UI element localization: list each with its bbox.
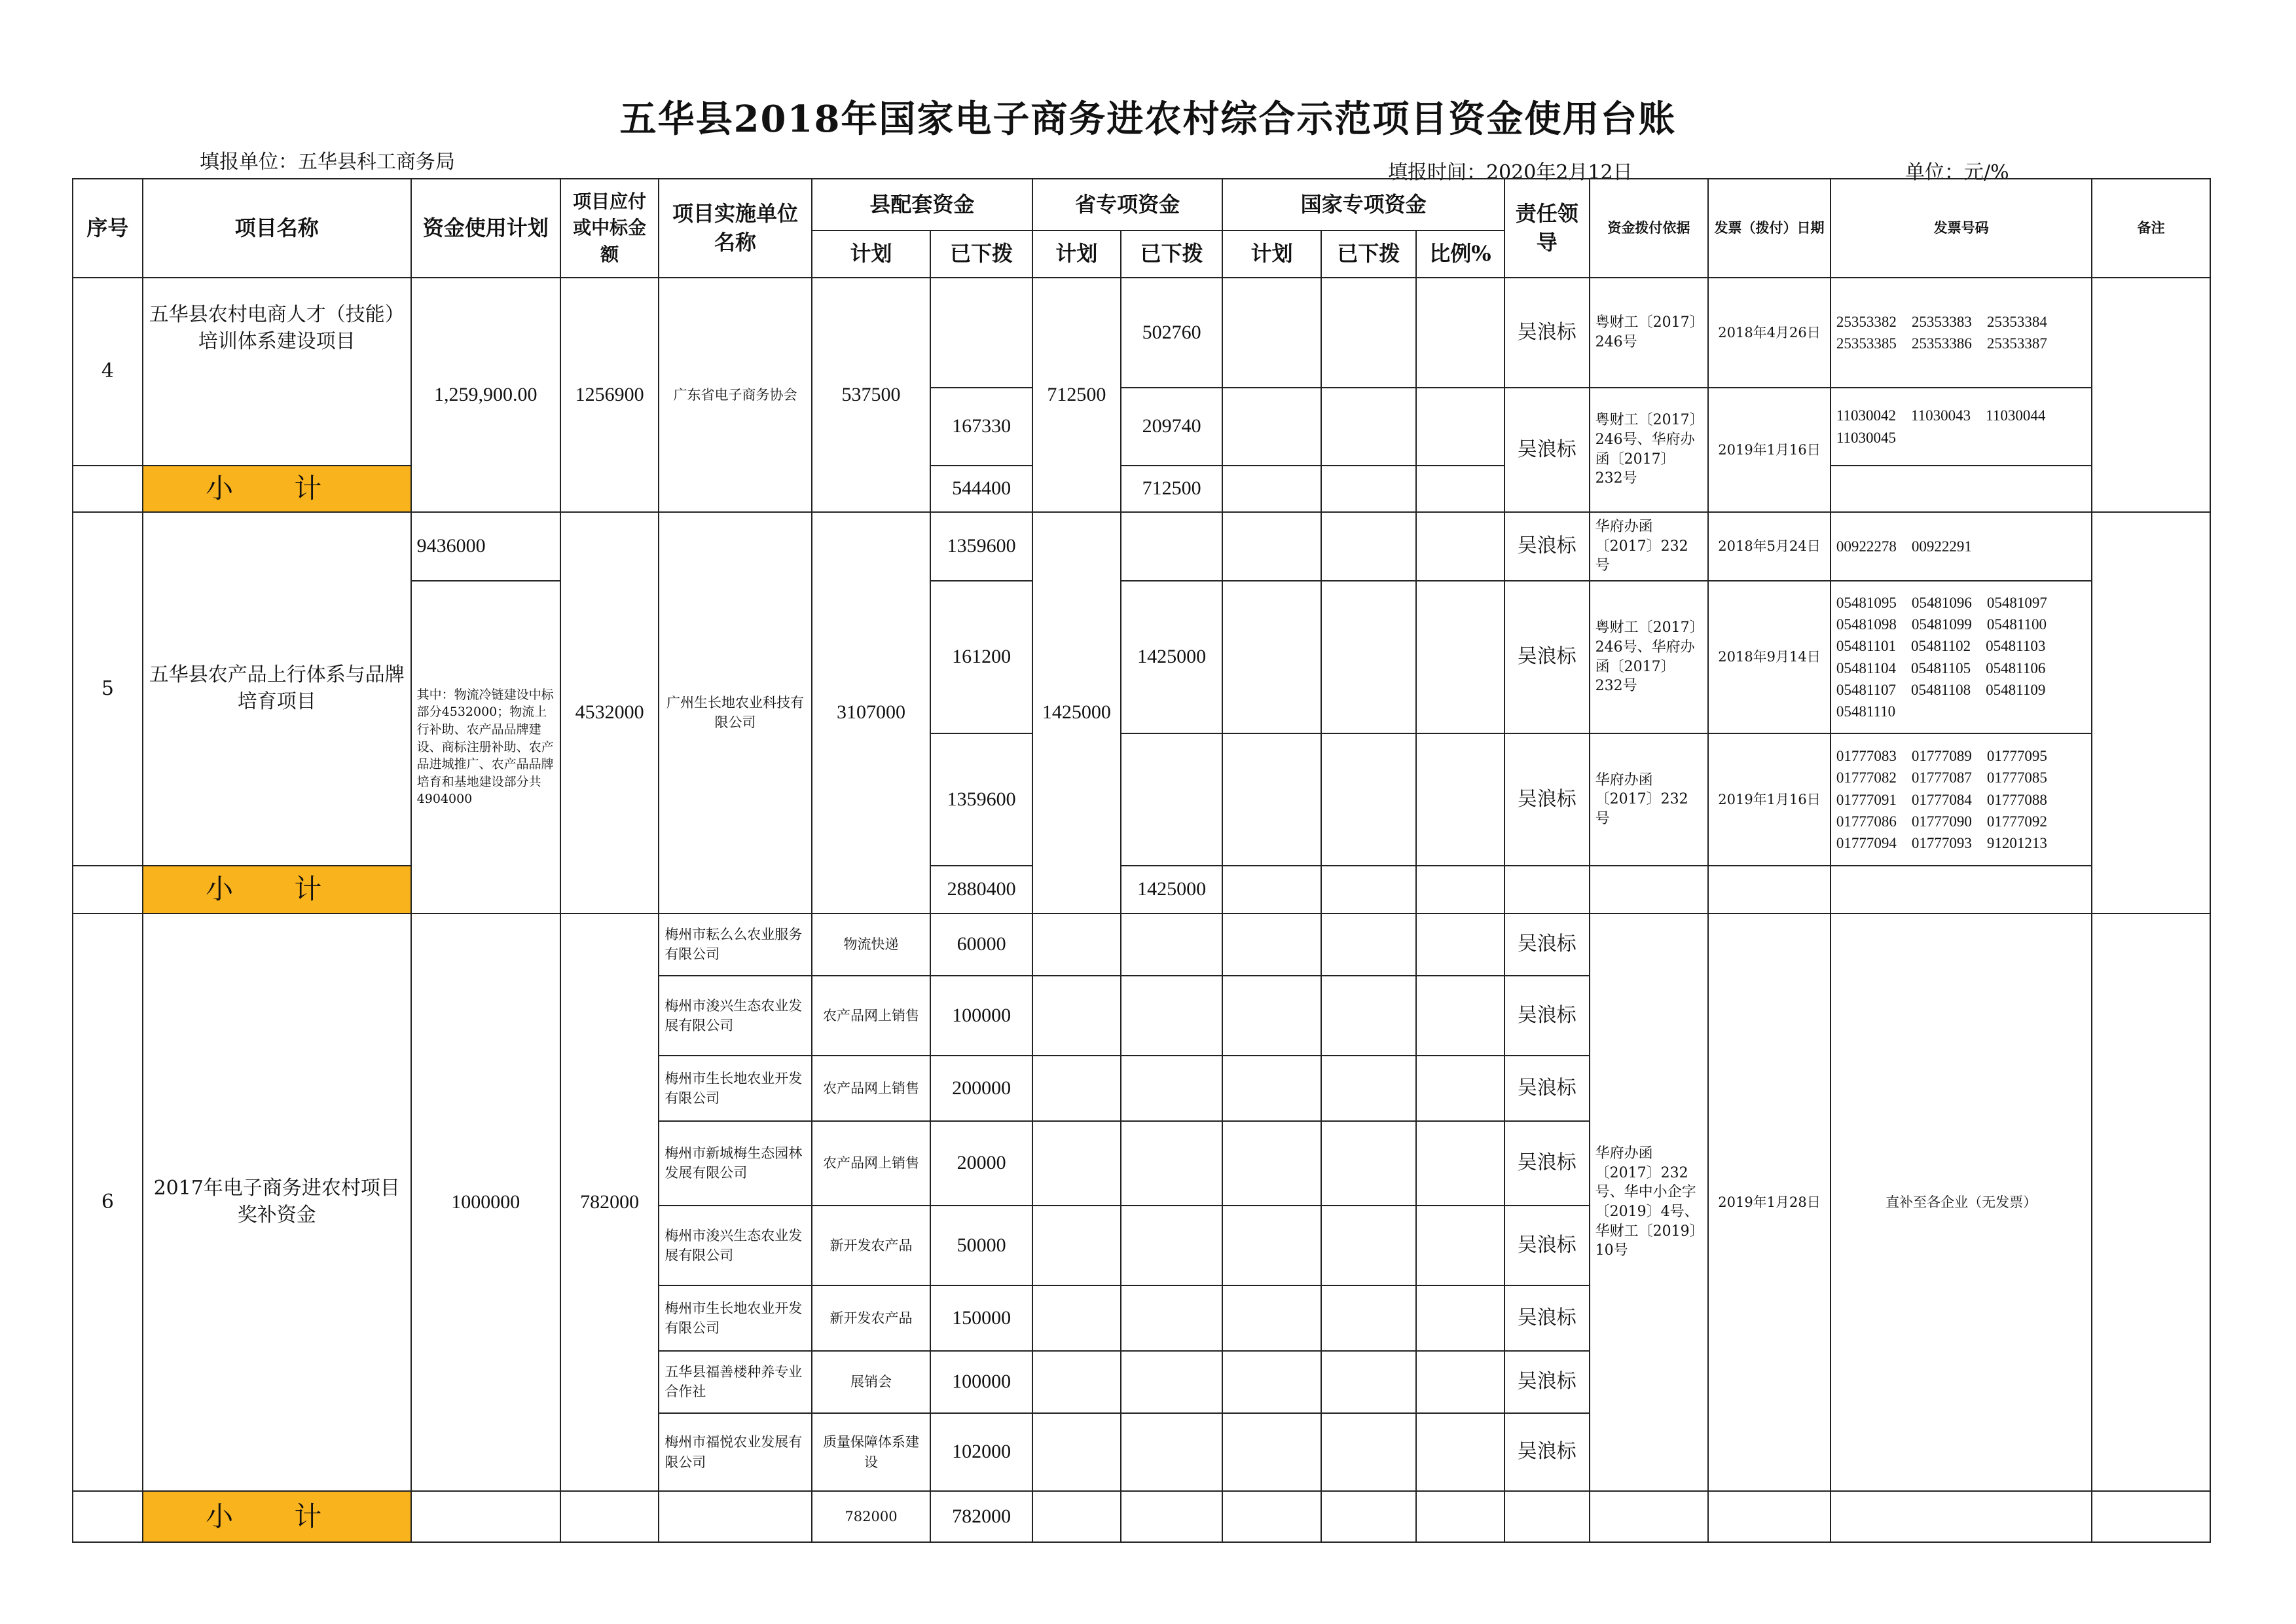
project-4-province-issued: 502760	[1121, 278, 1223, 388]
project-6-amount: 50000	[930, 1206, 1032, 1285]
project-6-date: 2019年1月28日	[1708, 913, 1831, 1491]
project-6-bid: 782000	[560, 913, 659, 1491]
header-invoice-date: 发票（拨付）日期	[1708, 179, 1831, 278]
project-6-amount: 100000	[930, 976, 1032, 1056]
header-bid-amount: 项目应付或中标金额	[560, 179, 659, 278]
project-5-province-plan: 1425000	[1032, 512, 1121, 913]
project-6-leader: 吴浪标	[1504, 1206, 1590, 1285]
report-date: 填报时间：2020年2月12日	[1388, 161, 1633, 184]
reporting-unit: 填报单位：五华县科工商务局	[200, 151, 455, 174]
header-county-fund: 县配套资金	[812, 179, 1032, 231]
project-6-category: 新开发农产品	[812, 1206, 931, 1285]
project-5-county-issued: 1359600	[930, 512, 1032, 581]
project-5-province-issued	[1121, 733, 1223, 866]
project-5-county-plan: 3107000	[812, 512, 931, 913]
project-4-invoices: 25353382 25353383 25353384 25353385 25353386 25353387	[1831, 278, 2092, 388]
project-5-leader: 吴浪标	[1504, 581, 1590, 733]
project-4-province-plan: 712500	[1032, 278, 1121, 511]
subtotal-row	[73, 466, 2210, 511]
project-6-company: 梅州市生长地农业开发有限公司	[659, 1056, 811, 1120]
project-4-date: 2019年1月16日	[1708, 388, 1831, 512]
header-national-ratio: 比例%	[1416, 231, 1504, 278]
project-6-company: 梅州市生长地农业开发有限公司	[659, 1285, 811, 1350]
project-5-invoices: 00922278 00922291	[1831, 512, 2092, 581]
project-6-category: 新开发农产品	[812, 1285, 931, 1350]
currency-unit: 单位：元/%	[1905, 161, 2009, 184]
project-5-county-issued: 161200	[930, 581, 1032, 733]
project-6-category: 农产品网上销售	[812, 976, 931, 1056]
project-5-county-issued: 1359600	[930, 733, 1032, 866]
project-5-date: 2019年1月16日	[1708, 733, 1831, 866]
header-basis: 资金拨付依据	[1590, 179, 1709, 278]
project-4-basis: 粤财工〔2017〕246号	[1590, 278, 1709, 388]
table-row	[73, 512, 2210, 581]
fund-ledger-table	[72, 178, 2211, 1543]
project-4-bid: 1256900	[560, 278, 659, 511]
subtotal-row	[73, 1491, 2210, 1542]
project-5-subtotal-province: 1425000	[1121, 866, 1223, 913]
project-5-subtotal-county: 2880400	[930, 866, 1032, 913]
table-row	[73, 278, 2210, 388]
project-6-leader: 吴浪标	[1504, 1413, 1590, 1491]
header-fund-plan: 资金使用计划	[411, 179, 560, 278]
project-5-province-issued	[1121, 512, 1223, 581]
project-5-basis: 粤财工〔2017〕246号、华府办函〔2017〕232号	[1590, 581, 1709, 733]
project-4-invoices: 11030042 11030043 11030044 11030045	[1831, 388, 2092, 466]
project-6-subtotal-amount: 782000	[930, 1491, 1032, 1542]
project-4-date: 2018年4月26日	[1708, 278, 1831, 388]
header-province-issued: 已下拨	[1121, 231, 1223, 278]
project-6-category: 农产品网上销售	[812, 1056, 931, 1120]
project-4-subtotal-label: 小 计	[143, 466, 411, 511]
project-6-category: 农产品网上销售	[812, 1121, 931, 1206]
project-5-date: 2018年5月24日	[1708, 512, 1831, 581]
project-6-leader: 吴浪标	[1504, 1351, 1590, 1413]
project-6-seq: 6	[73, 913, 143, 1491]
header-row-1	[73, 179, 2210, 231]
project-6-category: 物流快递	[812, 913, 931, 976]
header-county-plan: 计划	[812, 231, 931, 278]
header-province-plan: 计划	[1032, 231, 1121, 278]
project-6-leader: 吴浪标	[1504, 1121, 1590, 1206]
project-6-basis: 华府办函〔2017〕232号、华中小企字〔2019〕4号、华财工〔2019〕10号	[1590, 913, 1709, 1491]
project-6-company: 梅州市浚兴生态农业发展有限公司	[659, 1206, 811, 1285]
project-6-company: 五华县福善楼种养专业合作社	[659, 1351, 811, 1413]
project-6-plan: 1000000	[411, 913, 560, 1491]
header-county-issued: 已下拨	[930, 231, 1032, 278]
project-5-basis: 华府办函〔2017〕232号	[1590, 733, 1709, 866]
project-4-subtotal-province: 712500	[1121, 466, 1223, 511]
project-6-amount: 200000	[930, 1056, 1032, 1120]
project-6-company: 梅州市浚兴生态农业发展有限公司	[659, 976, 811, 1056]
project-6-amount: 150000	[930, 1285, 1032, 1350]
project-5-plan: 9436000	[411, 512, 560, 581]
project-5-bid: 4532000	[560, 512, 659, 913]
project-6-invoice-note: 直补至各企业（无发票）	[1831, 913, 2092, 1491]
header-invoice-number: 发票号码	[1831, 179, 2092, 278]
project-5-leader: 吴浪标	[1504, 733, 1590, 866]
project-6-category: 展销会	[812, 1351, 931, 1413]
project-5-impl-unit: 广州生长地农业科技有限公司	[659, 512, 811, 913]
header-national-issued: 已下拨	[1321, 231, 1416, 278]
project-6-amount: 60000	[930, 913, 1032, 976]
project-4-impl-unit: 广东省电子商务协会	[659, 278, 811, 511]
project-5-name: 五华县农产品上行体系与品牌培育项目	[143, 512, 411, 866]
project-5-date: 2018年9月14日	[1708, 581, 1831, 733]
subtotal-row	[73, 866, 2210, 913]
project-6-amount: 20000	[930, 1121, 1032, 1206]
header-national-plan: 计划	[1222, 231, 1321, 278]
project-4-basis: 粤财工〔2017〕246号、华府办函〔2017〕232号	[1590, 388, 1709, 512]
project-6-subtotal-category: 782000	[812, 1491, 931, 1542]
project-6-company: 梅州市福悦农业发展有限公司	[659, 1413, 811, 1491]
project-6-amount: 102000	[930, 1413, 1032, 1491]
header-impl-unit: 项目实施单位名称	[659, 179, 811, 278]
project-6-company: 梅州市新城梅生态园林发展有限公司	[659, 1121, 811, 1206]
header-seq: 序号	[73, 179, 143, 278]
project-6-leader: 吴浪标	[1504, 976, 1590, 1056]
header-national-fund: 国家专项资金	[1222, 179, 1504, 231]
project-6-amount: 100000	[930, 1351, 1032, 1413]
project-5-subtotal-label: 小 计	[143, 866, 411, 913]
header-leader: 责任领导	[1504, 179, 1590, 278]
project-4-leader: 吴浪标	[1504, 388, 1590, 512]
header-remark: 备注	[2092, 179, 2210, 278]
project-6-leader: 吴浪标	[1504, 1056, 1590, 1120]
project-5-plan-note: 其中：物流冷链建设中标部分4532000；物流上行补助、农产品品牌建设、商标注册补助、农产品进城推广、农产品品牌培育和基地建设部分共4904000	[411, 581, 560, 913]
project-5-province-issued: 1425000	[1121, 581, 1223, 733]
project-5-leader: 吴浪标	[1504, 512, 1590, 581]
project-4-leader: 吴浪标	[1504, 278, 1590, 388]
project-4-county-issued: 167330	[930, 388, 1032, 466]
project-6-subtotal-label: 小 计	[143, 1491, 411, 1542]
header-province-fund: 省专项资金	[1032, 179, 1222, 231]
header-project-name: 项目名称	[143, 179, 411, 278]
project-4-province-issued: 209740	[1121, 388, 1223, 466]
table-row	[73, 913, 2210, 976]
project-6-name: 2017年电子商务进农村项目奖补资金	[143, 913, 411, 1491]
project-5-invoices: 01777083 01777089 01777095 01777082 01777087 01777085 01777091 01777084 01777088 01777086 01777090 01777092 01777094 01777093 91201213	[1831, 733, 2092, 866]
project-6-category: 质量保障体系建设	[812, 1413, 931, 1491]
project-4-county-issued	[930, 278, 1032, 388]
project-4-county-plan: 537500	[812, 278, 931, 511]
project-6-company: 梅州市耘么么农业服务有限公司	[659, 913, 811, 976]
page-title: 五华县2018年国家电子商务进农村综合示范项目资金使用台账	[619, 98, 1677, 141]
project-5-seq: 5	[73, 512, 143, 866]
project-4-seq: 4	[73, 278, 143, 466]
project-5-invoices: 05481095 05481096 05481097 05481098 05481099 05481100 05481101 05481102 05481103 05481104 05481105 05481106 05481107 05481108 05481109 05481110	[1831, 581, 2092, 733]
project-4-subtotal-county: 544400	[930, 466, 1032, 511]
project-6-leader: 吴浪标	[1504, 913, 1590, 976]
project-6-leader: 吴浪标	[1504, 1285, 1590, 1350]
project-4-name: 五华县农村电商人才（技能）培训体系建设项目	[143, 278, 411, 466]
project-5-basis: 华府办函〔2017〕232号	[1590, 512, 1709, 581]
project-4-plan: 1,259,900.00	[411, 278, 560, 511]
